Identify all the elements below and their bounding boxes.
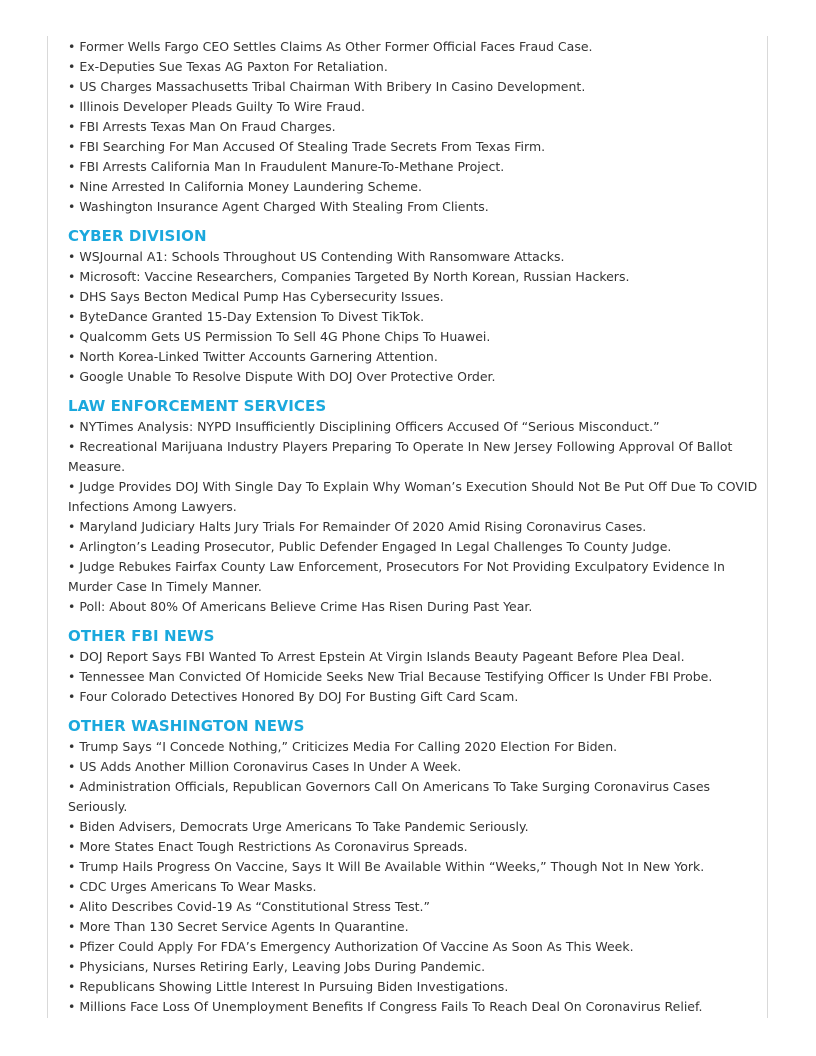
news-section	[68, 396, 758, 617]
bullet-icon: •	[68, 779, 76, 794]
headline-text: Microsoft: Vaccine Researchers, Companies Targeted By North Korean, Russian Hackers.	[79, 269, 630, 284]
headline-text: Illinois Developer Pleads Guilty To Wire Fraud.	[79, 99, 366, 114]
bullet-icon: •	[68, 349, 76, 364]
bullet-icon: •	[68, 289, 76, 304]
bullet-icon: •	[68, 79, 76, 94]
bullet-icon: •	[68, 759, 76, 774]
headline-text: FBI Arrests Texas Man On Fraud Charges.	[79, 119, 336, 134]
bullet-icon: •	[68, 899, 76, 914]
headline-text: Alito Describes Covid-19 As “Constitutional Stress Test.”	[79, 899, 430, 914]
headline-text: Ex-Deputies Sue Texas AG Paxton For Retaliation.	[79, 59, 388, 74]
headline-text: Nine Arrested In California Money Laundering Scheme.	[79, 179, 422, 194]
headline-text: Poll: About 80% Of Americans Believe Crime Has Risen During Past Year.	[79, 599, 533, 614]
news-section	[68, 226, 758, 387]
headline-item[interactable]	[68, 777, 758, 817]
headline-text: DOJ Report Says FBI Wanted To Arrest Epstein At Virgin Islands Beauty Pageant Before Plea Deal.	[79, 649, 685, 664]
headline-item[interactable]	[68, 117, 758, 137]
headline-text: Trump Says “I Concede Nothing,” Criticizes Media For Calling 2020 Election For Biden.	[79, 739, 618, 754]
headline-item[interactable]	[68, 977, 758, 997]
headline-text: WSJournal A1: Schools Throughout US Contending With Ransomware Attacks.	[79, 249, 565, 264]
headline-item[interactable]	[68, 367, 758, 387]
headline-item[interactable]	[68, 157, 758, 177]
headline-item[interactable]	[68, 137, 758, 157]
bullet-icon: •	[68, 979, 76, 994]
bullet-icon: •	[68, 959, 76, 974]
headline-text: Four Colorado Detectives Honored By DOJ For Busting Gift Card Scam.	[79, 689, 519, 704]
news-section	[68, 716, 758, 1017]
headline-list	[68, 247, 758, 387]
headline-text: Judge Provides DOJ With Single Day To Explain Why Woman’s Execution Should Not Be Put Off Due To COVID Infections Among Lawyers.	[68, 479, 758, 514]
headline-text: Trump Hails Progress On Vaccine, Says It Will Be Available Within “Weeks,” Though Not In New York.	[79, 859, 705, 874]
headline-item[interactable]	[68, 37, 758, 57]
bullet-icon: •	[68, 249, 76, 264]
news-digest	[68, 37, 758, 1017]
headline-text: US Adds Another Million Coronavirus Cases In Under A Week.	[79, 759, 462, 774]
headline-item[interactable]	[68, 307, 758, 327]
bullet-icon: •	[68, 539, 76, 554]
headline-text: FBI Searching For Man Accused Of Stealing Trade Secrets From Texas Firm.	[79, 139, 546, 154]
bullet-icon: •	[68, 139, 76, 154]
headline-item[interactable]	[68, 57, 758, 77]
bullet-icon: •	[68, 479, 76, 494]
bullet-icon: •	[68, 839, 76, 854]
headline-item[interactable]	[68, 517, 758, 537]
headline-item[interactable]	[68, 647, 758, 667]
headline-item[interactable]	[68, 997, 758, 1017]
section-heading: CYBER DIVISION	[68, 227, 207, 245]
headline-item[interactable]	[68, 247, 758, 267]
headline-item[interactable]	[68, 417, 758, 437]
headline-text: Maryland Judiciary Halts Jury Trials For Remainder Of 2020 Amid Rising Coronavirus Cases.	[79, 519, 647, 534]
headline-item[interactable]	[68, 737, 758, 757]
bullet-icon: •	[68, 119, 76, 134]
headline-item[interactable]	[68, 937, 758, 957]
headline-list	[68, 417, 758, 617]
headline-item[interactable]	[68, 477, 758, 517]
headline-text: North Korea-Linked Twitter Accounts Garnering Attention.	[79, 349, 438, 364]
headline-text: Biden Advisers, Democrats Urge Americans To Take Pandemic Seriously.	[79, 819, 529, 834]
headline-text: Recreational Marijuana Industry Players Preparing To Operate In New Jersey Following Approval Of Ballot Measure.	[68, 439, 733, 474]
headline-item[interactable]	[68, 327, 758, 347]
headline-item[interactable]	[68, 667, 758, 687]
bullet-icon: •	[68, 939, 76, 954]
content-frame	[47, 36, 768, 1018]
headline-item[interactable]	[68, 857, 758, 877]
headline-text: Physicians, Nurses Retiring Early, Leaving Jobs During Pandemic.	[79, 959, 486, 974]
headline-text: NYTimes Analysis: NYPD Insufficiently Disciplining Officers Accused Of “Serious Misconduct.”	[79, 419, 660, 434]
headline-item[interactable]	[68, 97, 758, 117]
headline-text: Pfizer Could Apply For FDA’s Emergency Authorization Of Vaccine As Soon As This Week.	[79, 939, 634, 954]
bullet-icon: •	[68, 739, 76, 754]
bullet-icon: •	[68, 519, 76, 534]
bullet-icon: •	[68, 559, 76, 574]
headline-item[interactable]	[68, 77, 758, 97]
bullet-icon: •	[68, 99, 76, 114]
headline-list	[68, 647, 758, 707]
news-section	[68, 626, 758, 707]
headline-item[interactable]	[68, 837, 758, 857]
bullet-icon: •	[68, 599, 76, 614]
bullet-icon: •	[68, 309, 76, 324]
headline-text: DHS Says Becton Medical Pump Has Cybersecurity Issues.	[79, 289, 444, 304]
headline-text: Former Wells Fargo CEO Settles Claims As Other Former Official Faces Fraud Case.	[79, 39, 593, 54]
bullet-icon: •	[68, 819, 76, 834]
headline-text: Tennessee Man Convicted Of Homicide Seeks New Trial Because Testifying Officer Is Under FBI Probe.	[79, 669, 713, 684]
headline-text: Qualcomm Gets US Permission To Sell 4G Phone Chips To Huawei.	[79, 329, 491, 344]
headline-item[interactable]	[68, 687, 758, 707]
headline-text: Arlington’s Leading Prosecutor, Public Defender Engaged In Legal Challenges To County Judge.	[79, 539, 672, 554]
headline-text: ByteDance Granted 15-Day Extension To Divest TikTok.	[79, 309, 425, 324]
bullet-icon: •	[68, 689, 76, 704]
bullet-icon: •	[68, 159, 76, 174]
bullet-icon: •	[68, 919, 76, 934]
headline-text: More States Enact Tough Restrictions As Coronavirus Spreads.	[79, 839, 468, 854]
headline-item[interactable]	[68, 287, 758, 307]
section-heading: LAW ENFORCEMENT SERVICES	[68, 397, 327, 415]
headline-item[interactable]	[68, 917, 758, 937]
bullet-icon: •	[68, 329, 76, 344]
headline-item[interactable]	[68, 877, 758, 897]
headline-text: Google Unable To Resolve Dispute With DOJ Over Protective Order.	[79, 369, 496, 384]
headline-text: More Than 130 Secret Service Agents In Quarantine.	[79, 919, 409, 934]
headline-item[interactable]	[68, 897, 758, 917]
bullet-icon: •	[68, 999, 76, 1014]
headline-text: Administration Officials, Republican Governors Call On Americans To Take Surging Coronavirus Cases Seriously.	[68, 779, 711, 814]
section-heading: OTHER WASHINGTON NEWS	[68, 717, 305, 735]
headline-text: Republicans Showing Little Interest In Pursuing Biden Investigations.	[79, 979, 509, 994]
bullet-icon: •	[68, 199, 76, 214]
headline-item[interactable]	[68, 757, 758, 777]
headline-list	[68, 37, 758, 217]
headline-item[interactable]	[68, 957, 758, 977]
headline-list	[68, 737, 758, 1017]
headline-item[interactable]	[68, 347, 758, 367]
headline-item[interactable]	[68, 267, 758, 287]
headline-text: Judge Rebukes Fairfax County Law Enforcement, Prosecutors For Not Providing Exculpatory Evidence In Murder Case In Timely Manner.	[68, 559, 725, 594]
bullet-icon: •	[68, 859, 76, 874]
headline-text: Washington Insurance Agent Charged With Stealing From Clients.	[79, 199, 489, 214]
bullet-icon: •	[68, 59, 76, 74]
headline-item[interactable]	[68, 537, 758, 557]
headline-text: US Charges Massachusetts Tribal Chairman With Bribery In Casino Development.	[79, 79, 586, 94]
headline-text: Millions Face Loss Of Unemployment Benefits If Congress Fails To Reach Deal On Coronavirus Relief.	[79, 999, 703, 1014]
headline-text: FBI Arrests California Man In Fraudulent Manure-To-Methane Project.	[79, 159, 505, 174]
bullet-icon: •	[68, 649, 76, 664]
section-heading: OTHER FBI NEWS	[68, 627, 215, 645]
headline-item[interactable]	[68, 817, 758, 837]
bullet-icon: •	[68, 39, 76, 54]
bullet-icon: •	[68, 419, 76, 434]
headline-item[interactable]	[68, 177, 758, 197]
news-section	[68, 37, 758, 217]
headline-item[interactable]	[68, 597, 758, 617]
bullet-icon: •	[68, 669, 76, 684]
bullet-icon: •	[68, 879, 76, 894]
headline-item[interactable]	[68, 557, 758, 597]
headline-text: CDC Urges Americans To Wear Masks.	[79, 879, 317, 894]
headline-item[interactable]	[68, 437, 758, 477]
bullet-icon: •	[68, 439, 76, 454]
headline-item[interactable]	[68, 197, 758, 217]
bullet-icon: •	[68, 269, 76, 284]
bullet-icon: •	[68, 369, 76, 384]
bullet-icon: •	[68, 179, 76, 194]
